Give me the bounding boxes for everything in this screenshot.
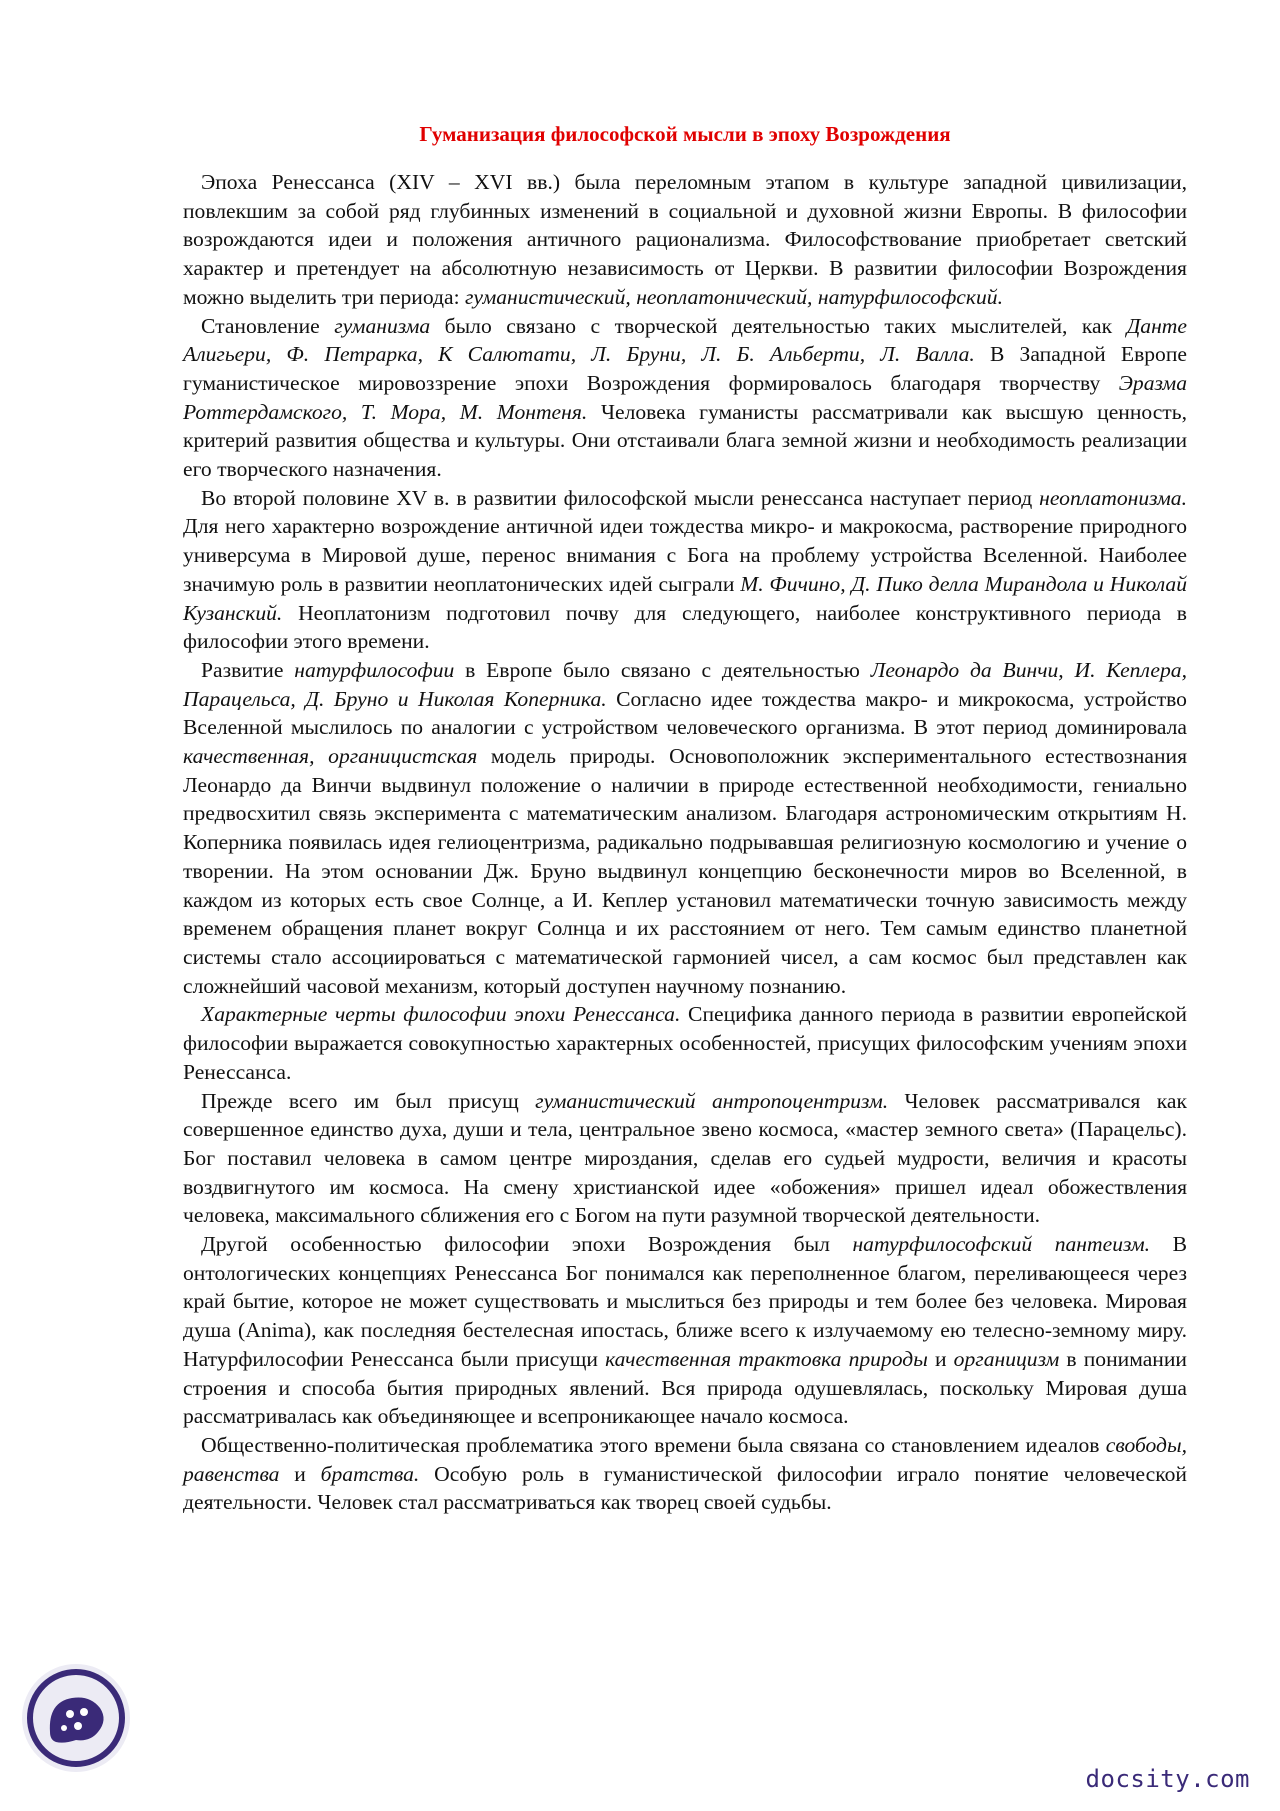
italic-text: Эразма Роттердамского, Т. Мора, М. Монтеня. [183, 370, 1187, 424]
italic-text: гуманизма [334, 313, 431, 338]
italic-text: органицизм [953, 1346, 1060, 1371]
text-run: Специфика данного периода в развитии европейской философии выражается совокупностью характерных особенностей, присущих философским учениям эпохи Ренессанса. [183, 1002, 1187, 1084]
italic-text: гуманистический антропоцентризм. [535, 1088, 889, 1113]
italic-text: Характерные черты философии эпохи Ренессанса. [201, 1002, 681, 1027]
text-run: Прежде всего им был присущ [201, 1088, 536, 1113]
italic-text: качественная, органицистская [183, 744, 478, 769]
paragraph [183, 1000, 1187, 1086]
text-run: Особую роль в гуманистической философии играло понятие человеческой деятельности. Человек стал рассматриваться как творец своей судьбы. [183, 1461, 1187, 1515]
italic-text: братства. [320, 1461, 420, 1486]
paragraph [183, 168, 1187, 312]
text-run: Становление [201, 313, 335, 338]
italic-text: натурфилософский пантеизм. [852, 1232, 1151, 1257]
document-title: Гуманизация философской мысли в эпоху Возрождения [419, 122, 951, 146]
italic-text: неоплатонизма. [1039, 485, 1187, 510]
text-run: Во второй половине XV в. в развитии философской мысли ренессанса наступает период [201, 485, 1040, 510]
text-run: Для него характерно возрождение античной идеи тождества микро- и макрокосма, растворение природного универсума в Мировой душе, перенос внимания с Бога на проблему устройства Вселенной. Наиболее значимую роль в развитии неоплатонических идей сыграли [183, 514, 1187, 596]
paragraph [183, 1087, 1187, 1231]
text-run: модель природы. Основоположник экспериментального естествознания Леонардо да Винчи выдвинул положение о наличии в природе естественной необходимости, гениально предвосхитил связь эксперимента с математическим анализом. Благодаря астрономическим открытиям Н. Коперника появилась идея гелиоцентризма, радикально подрывавшая религиозную космологию и учение о творении. На этом основании Дж. Бруно выдвинул концепцию бесконечности миров во Вселенной, в каждом из которых есть свое Солнце, а И. Кеплер установил математически точную зависимость между временем обращения планет вокруг Солнца и их расстоянием от него. Тем самым единство планетной системы стало ассоциироваться с математической гармонией чисел, а сам космос был представлен как сложнейший часовой механизм, который доступен научному познанию. [183, 744, 1188, 998]
text-run: и [927, 1346, 954, 1371]
text-run: Эпоха Ренессанса (XIV – XVI вв.) была переломным этапом в культуре западной цивилизации, повлекшим за собой ряд глубинных изменений в социальной и духовной жизни Европы. В философии возрождаются идеи и положения античного рационализма. Философствование приобретает светский характер и претендует на абсолютную независимость от Церкви. В развитии философии Возрождения можно выделить три периода: [183, 170, 1187, 309]
text-run: Человек рассматривался как совершенное единство духа, души и тела, центральное звено космоса, «мастер земного света» (Парацельс). Бог поставил человека в самом центре мироздания, сделав его судьей мудрости, величия и красоты воздвигнутого им космоса. На смену христианской идее «обожения» пришел идеал обожествления человека, максимального сближения его с Богом на пути разумной творческой деятельности. [183, 1088, 1187, 1228]
paragraph [183, 656, 1187, 1000]
text-run: было связано с творческой деятельностью таких мыслителей, как [430, 313, 1127, 338]
text-run: Человека гуманисты рассматривали как высшую ценность, критерий развития общества и культуры. Они отстаивали блага земной жизни и необходимость реализации его творческого назначения. [183, 399, 1187, 482]
document-body [183, 168, 1187, 1517]
text-run: в понимании строения и способа бытия природных явлений. Вся природа одушевлялась, поскольку Мировая душа рассматривалась как объединяющее и всепроникающее начало космоса. [183, 1346, 1187, 1429]
italic-text: качественная трактовка природы [605, 1346, 928, 1371]
text-run: Общественно-политическая проблематика этого времени была связана со становлением идеалов [201, 1432, 1106, 1457]
paragraph [183, 312, 1187, 484]
text-run: В онтологических концепциях Ренессанса Бог понимался как переполненное благом, переливающееся через край бытие, которое не может существовать и мыслиться без природы и тем более без человека. Мировая душа (Anima), как последняя бестелесная ипостась, ближе всего к излучаемому ею телесно-земному миру. Натурфилософии Ренессанса были присущи [183, 1232, 1187, 1371]
text-run: Другой особенностью философии эпохи Возрождения был [201, 1232, 853, 1257]
paragraph [183, 1230, 1187, 1431]
docsity-logo-icon [20, 1662, 132, 1774]
italic-text: натурфилософии [294, 657, 455, 682]
italic-text: Данте Алигьери, Ф. Петрарка, К Салютати, Л. Бруни, Л. Б. Альберти, Л. Валла. [183, 313, 1187, 367]
text-run: и [279, 1461, 321, 1486]
text-run: В Западной Европе гуманистическое мировоззрение эпохи Возрождения формировалось благодаря творчеству [183, 342, 1187, 395]
paragraph [183, 484, 1187, 656]
text-run: Развитие [201, 657, 295, 682]
italic-text: гуманистический, неоплатонический, натурфилософский. [464, 284, 1003, 309]
text-run: Неоплатонизм подготовил почву для следующего, наиболее конструктивного периода в философии этого времени. [183, 600, 1187, 654]
italic-text: М. Фичино, Д. Пико делла Мирандола и Николай Кузанский. [183, 571, 1188, 625]
italic-text: Леонардо да Винчи, И. Кеплера, Парацельса, Д. Бруно и Николая Коперника. [183, 657, 1187, 711]
italic-text: свободы, равенства [183, 1432, 1187, 1486]
text-run: в Европе было связано с деятельностью [454, 657, 871, 682]
brand-link[interactable]: docsity.com [1085, 1765, 1250, 1793]
text-run: Согласно идее тождества макро- и микрокосма, устройство Вселенной мыслилось по аналогии с устройством человеческого организма. В этот период доминировала [183, 686, 1187, 740]
paragraph [183, 1431, 1187, 1517]
